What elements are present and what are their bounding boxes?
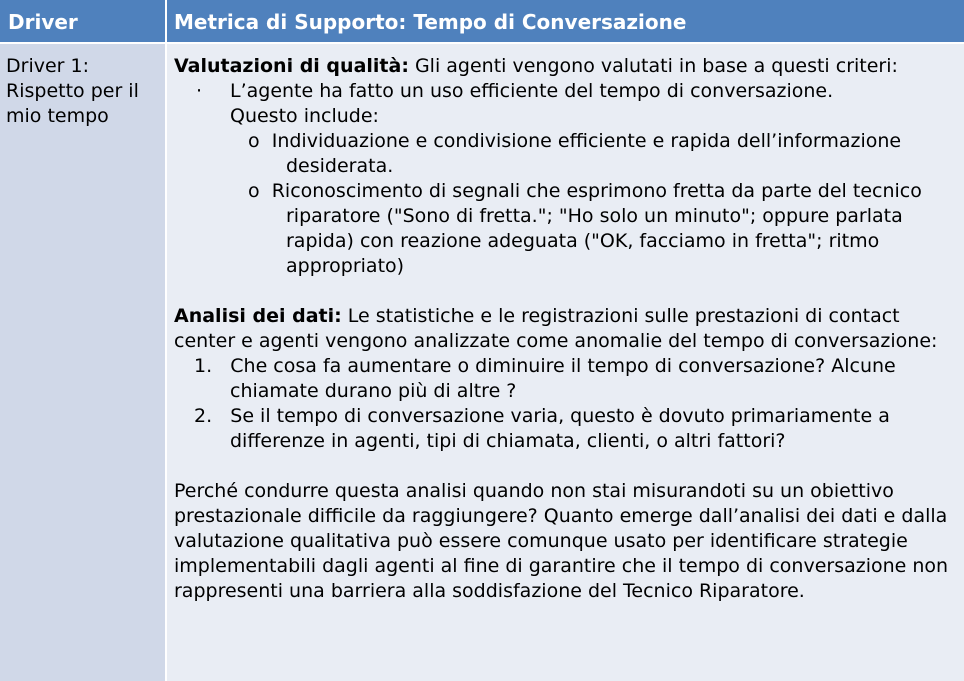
sub-bullet-1-text: Individuazione e condivisione efficiente e rapida dell’informazione desiderata. xyxy=(271,130,902,177)
quality-section xyxy=(174,54,956,79)
numbered-item-2 xyxy=(174,404,956,454)
sub-bullet-2-text: Riconoscimento di segnali che esprimono fretta da parte del tecnico riparatore ("Sono di fretta."; "Ho solo un minuto"; oppure parlata rapida) con reazione adeguata ("OK, facciamo in fretta"; ritmo appropriato) xyxy=(271,180,922,277)
numbered-item-1 xyxy=(174,354,956,404)
header-divider xyxy=(165,0,167,44)
metric-cell xyxy=(174,54,956,604)
sub-bullet-icon: o xyxy=(248,130,260,152)
sub-bullet-icon: o xyxy=(248,180,260,202)
analysis-section xyxy=(174,304,956,354)
header-driver: Driver xyxy=(8,10,78,34)
item-text: Che cosa fa aumentare o diminuire il tempo di conversazione? Alcune chiamate durano più di altre ? xyxy=(230,355,896,402)
sub-bullet-2 xyxy=(174,179,956,279)
item-text: Se il tempo di conversazione varia, questo è dovuto primariamente a differenze in agenti, tipi di chiamata, clienti, o altri fattori? xyxy=(230,405,890,452)
header-metric: Metrica di Supporto: Tempo di Conversazione xyxy=(174,10,687,34)
driver-label: Driver 1: Rispetto per il mio tempo xyxy=(6,55,139,127)
item-number: 2. xyxy=(194,405,213,427)
conclusion-paragraph: Perché condurre questa analisi quando non stai misurandoti su un obiettivo prestazionale difficile da raggiungere? Quanto emerge dall’analisi dei dati e dalla valutazione qualitativa può essere comunque usato per identificare strategie implementabili dagli agenti al fine di garantire che il tempo di conversazione non rappresenti una barriera alla soddisfazione del Tecnico Riparatore. xyxy=(174,480,949,602)
table-header xyxy=(0,0,964,44)
quality-bullet xyxy=(174,79,956,129)
item-number: 1. xyxy=(194,355,213,377)
bullet-icon: · xyxy=(196,80,203,102)
bullet-line-1: L’agente ha fatto un uso efficiente del tempo di conversazione. xyxy=(230,80,834,102)
column-divider xyxy=(165,44,167,681)
bullet-line-2: Questo include: xyxy=(230,105,379,127)
driver-cell xyxy=(0,44,165,681)
analysis-intro: Le statistiche e le registrazioni sulle prestazioni di contact center e agenti vengono analizzate come anomalie del tempo di conversazione: xyxy=(174,305,938,352)
quality-title: Valutazioni di qualità: xyxy=(174,55,409,77)
sub-bullet-1 xyxy=(174,129,956,179)
analysis-title: Analisi dei dati: xyxy=(174,305,342,327)
quality-intro: Gli agenti vengono valutati in base a questi criteri: xyxy=(408,55,898,77)
